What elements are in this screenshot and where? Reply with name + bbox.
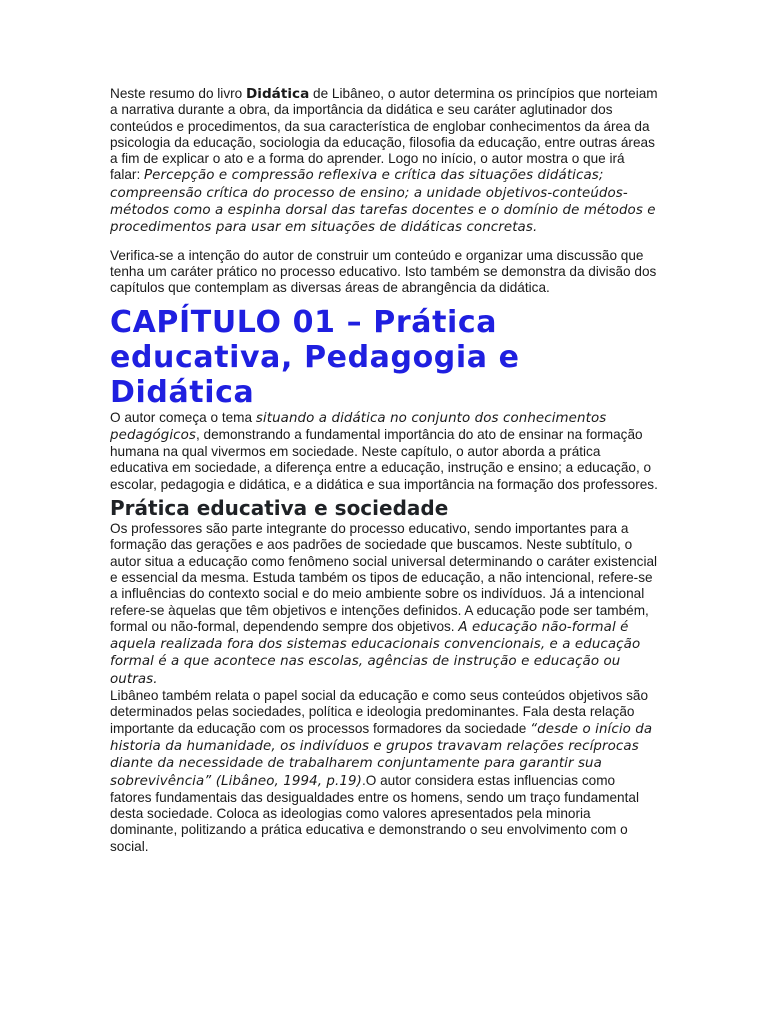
section-paragraph-1	[110, 521, 658, 688]
section-p2-text-1: Libâneo também relata o papel social da educação e como seus conteúdos objetivos são determinados pelas sociedades, política e ideologia predominantes. Fala desta relação importante da educação com os processos formadores da sociedade	[110, 688, 649, 736]
book-title: Didática	[246, 86, 310, 102]
section-p2-text-2: .O autor considera estas influencias como fatores fundamentais das desigualdades entre os homens, sendo um traço fundamental desta sociedade. Coloca as ideologias como valores apresentados pela minoria dominante, politizando a prática educativa e demonstrando o seu envolvimento com o social.	[110, 772, 639, 854]
verifica-paragraph: Verifica-se a intenção do autor de construir um conteúdo e organizar uma discussão que tenha um caráter prático no processo educativo. Isto também se demonstra da divisão dos capítulos que contemplam as diversas áreas de abrangência da didática.	[110, 247, 657, 296]
chapter-intro-text-1: O autor começa o tema	[110, 409, 256, 425]
document-page	[110, 86, 658, 855]
section-paragraph-2	[110, 688, 658, 855]
section-heading: Prática educativa e sociedade	[110, 496, 449, 521]
intro-paragraph	[110, 86, 658, 237]
section-p1-text: Os professores são parte integrante do processo educativo, sendo importantes para a formação das gerações e aos padrões de sociedade que buscamos. Neste subtítulo, o autor situa a educação como fenômeno social universal determinando o caráter existencial e essencial da mesma. Estuda também os tipos de educação, a não intencional, refere-se a influências do contexto social e do meio ambiente sobre os indivíduos. Já a intencional refere-se àquelas que têm objetivos e intenções definidos. A educação pode ser também, formal ou não-formal, dependendo sempre dos objetivos.	[110, 521, 658, 634]
intro-italic-quote: Percepção e compressão reflexiva e crítica das situações didáticas; compreensão crítica do processo de ensino; a unidade objetivos-conteúdos-métodos como a espinha dorsal das tarefas docentes e o domínio de métodos e procedimentos para usar em situações de didáticas concretas.	[110, 168, 656, 236]
chapter-intro-paragraph	[110, 410, 658, 493]
intro-text-2: de Libâneo, o autor determina os princípios que norteiam a narrativa durante a obra, da importância da didática e seu caráter aglutinador dos conteúdos e procedimentos, da sua característica de englobar conhecimentos da área da psicologia da educação, sociologia da educação, filosofia da educação, entre outras áreas a fim de explicar o ato e a forma do aprender. Logo no início, o autor mostra o que irá falar:	[110, 86, 658, 183]
section-p2-italic-quote: “desde o início da historia da humanidade, os indivíduos e grupos travavam relações recíprocas diante da necessidade de trabalharem conjuntamente para garantir sua sobrevivência” (Libâneo, 1994, p.19)	[110, 721, 653, 789]
chapter-intro-text-2: , demonstrando a fundamental importância do ato de ensinar na formação humana na qual vivermos em sociedade. Neste capítulo, o autor aborda a prática educativa em sociedade, a diferença entre a educação, instrução e ensino; a educação, o escolar, pedagogia e didática, e a didática e sua importância na formação dos professores.	[110, 426, 658, 492]
chapter-heading: CAPÍTULO 01 – Prática educativa, Pedagogia e Didática	[110, 304, 520, 410]
chapter-intro-italic: situando a didática no conjunto dos conhecimentos pedagógicos	[110, 410, 607, 443]
intro-text-1: Neste resumo do livro	[110, 86, 246, 101]
section-p1-italic: A educação não-formal é aquela realizada fora dos sistemas educacionais convencionais, e a educação formal é a que acontece nas escolas, agências de instrução e educação ou outras.	[110, 619, 641, 687]
